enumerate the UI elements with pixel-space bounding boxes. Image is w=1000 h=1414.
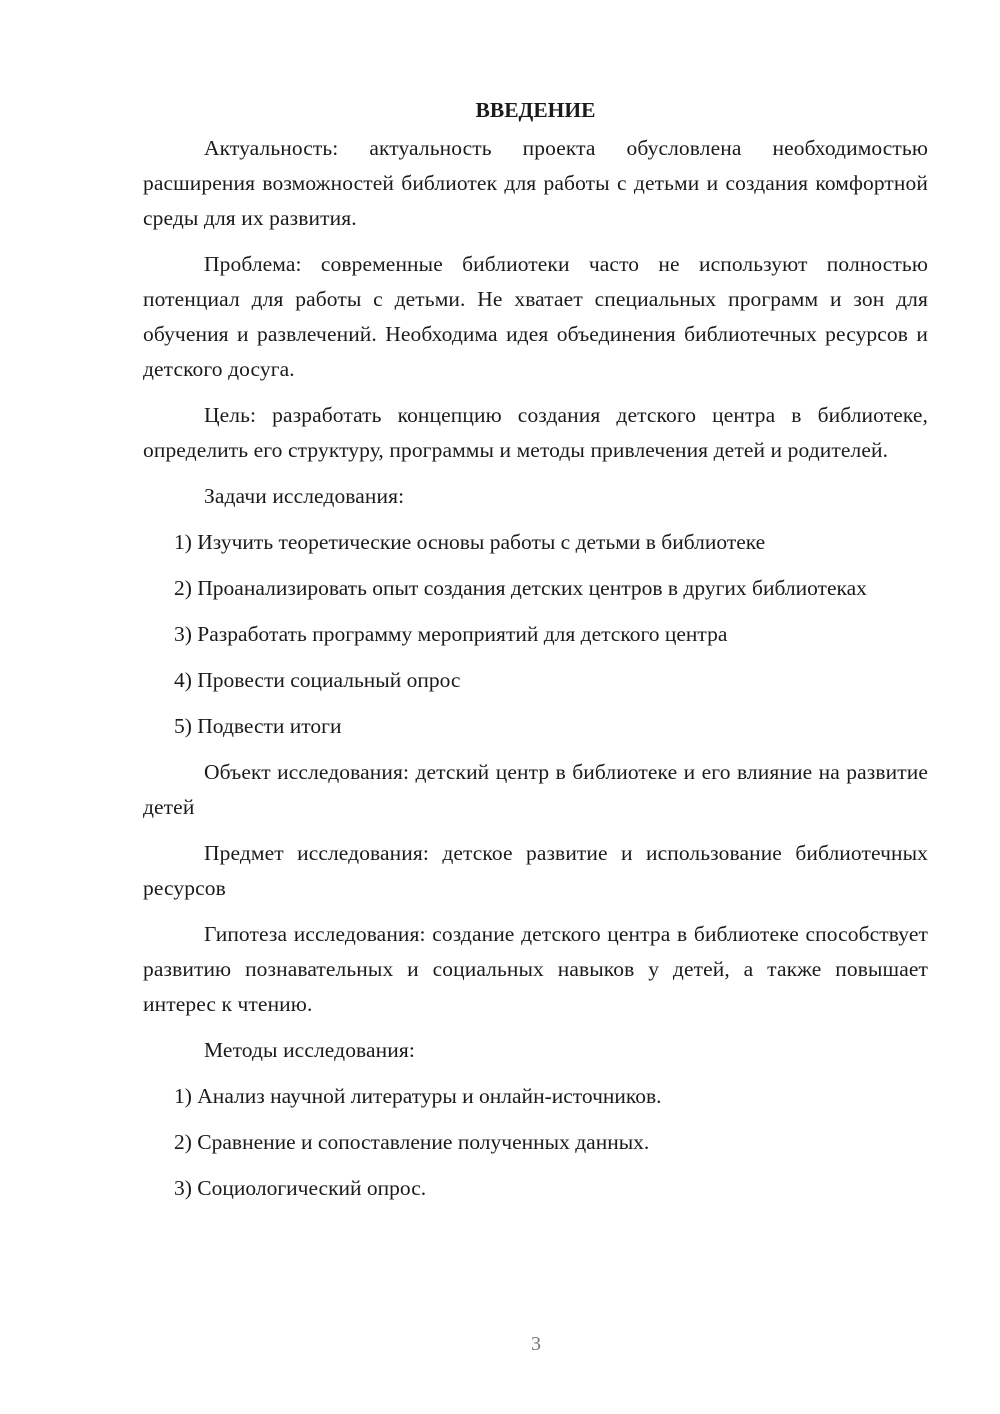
task-item-5: 5) Подвести итоги [174,714,342,738]
task-item-4: 4) Провести социальный опрос [174,668,461,692]
method-item-1: 1) Анализ научной литературы и онлайн-источников. [174,1084,662,1108]
task-item-1: 1) Изучить теоретические основы работы с детьми в библиотеке [174,530,766,554]
page-number: 3 [531,1333,541,1355]
hypothesis-paragraph: Гипотеза исследования: создание детского центра в библиотеке способствует развитию познавательных и социальных навыков у детей, а также повышает интерес к чтению. [143,922,928,1016]
task-item-2: 2) Проанализировать опыт создания детских центров в других библиотеках [174,576,867,600]
method-item-3: 3) Социологический опрос. [174,1176,427,1200]
methods-heading: Методы исследования: [204,1038,415,1062]
object-paragraph: Объект исследования: детский центр в библиотеке и его влияние на развитие детей [143,760,928,819]
task-item-3: 3) Разработать программу мероприятий для детского центра [174,622,728,646]
method-item-2: 2) Сравнение и сопоставление полученных данных. [174,1130,650,1154]
problem-paragraph: Проблема: современные библиотеки часто не используют полностью потенциал для работы с детьми. Не хватает специальных программ и зон для обучения и развлечений. Необходима идея объединения библиотечных ресурсов и детского досуга. [143,252,928,381]
section-title: ВВЕДЕНИЕ [475,98,596,122]
document-page [143,92,928,1206]
tasks-heading: Задачи исследования: [204,484,405,508]
relevance-paragraph: Актуальность: актуальность проекта обусловлена необходимостью расширения возможностей библиотек для работы с детьми и создания комфортной среды для их развития. [143,136,928,230]
goal-paragraph: Цель: разработать концепцию создания детского центра в библиотеке, определить его структуру, программы и методы привлечения детей и родителей. [143,403,928,462]
subject-paragraph: Предмет исследования: детское развитие и использование библиотечных ресурсов [143,841,928,900]
